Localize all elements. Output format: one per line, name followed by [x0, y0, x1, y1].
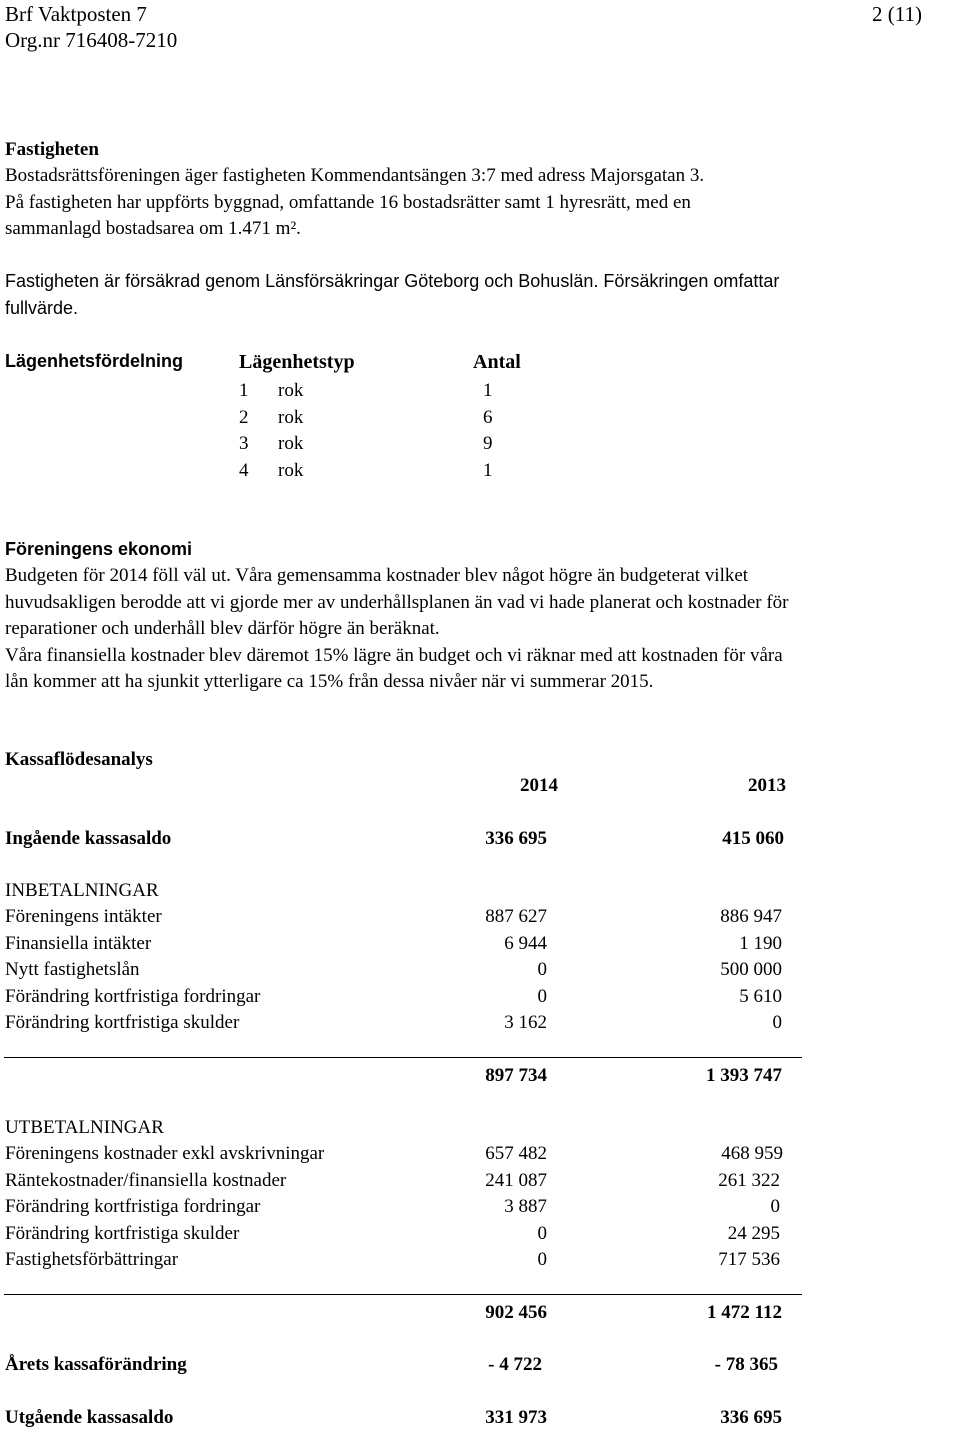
section-heading-kassaflode: Kassaflödesanalys: [5, 749, 153, 770]
paragraph-line: På fastigheten har uppförts byggnad, omfattande 16 bostadsrätter samt 1 hyresrätt, med en: [5, 192, 691, 213]
cash-value: 0: [770, 1196, 780, 1217]
cash-label: Förändring kortfristiga skulder: [5, 1012, 240, 1033]
cash-label: Årets kassaförändring: [5, 1354, 187, 1375]
cash-value: 1 190: [739, 933, 782, 954]
apartment-count: 1: [483, 380, 493, 401]
cash-value: 3 887: [504, 1196, 547, 1217]
apartment-unit: rok: [278, 407, 304, 428]
apartment-unit: rok: [278, 380, 304, 401]
org-number: Org.nr 716408-7210: [5, 28, 178, 52]
apartment-count: 6: [483, 407, 493, 428]
apartment-type-header: Lägenhetstyp: [239, 351, 355, 373]
cash-value: - 4 722: [488, 1354, 542, 1375]
subheading-utbetalningar: UTBETALNINGAR: [5, 1117, 164, 1138]
paragraph-line: Bostadsrättsföreningen äger fastigheten Kommendantsängen 3:7 med adress Majorsgatan 3.: [5, 165, 705, 186]
cash-value: 24 295: [727, 1223, 780, 1244]
apartment-distribution-title: Lägenhetsfördelning: [5, 351, 184, 371]
cash-label: Utgående kassasaldo: [5, 1407, 174, 1428]
paragraph-line: sammanlagd bostadsarea om 1.471 m².: [5, 218, 301, 239]
cash-value: 5 610: [739, 986, 782, 1007]
cash-label: Fastighetsförbättringar: [5, 1249, 179, 1270]
apartment-rooms: 3: [239, 433, 249, 454]
apartment-count: 9: [483, 433, 493, 454]
cash-value: 261 322: [718, 1170, 780, 1191]
cash-value: 887 627: [485, 906, 547, 927]
cash-value: 0: [537, 1223, 547, 1244]
cash-value: 336 695: [485, 828, 547, 849]
year-header: 2014: [520, 775, 558, 796]
cash-label: Ingående kassasaldo: [5, 828, 172, 849]
page-number: 2 (11): [872, 2, 922, 26]
cash-label: Förändring kortfristiga fordringar: [5, 986, 261, 1007]
apartment-rooms: 1: [239, 380, 249, 401]
paragraph-line: fullvärde.: [5, 298, 79, 318]
cash-value: 0: [772, 1012, 782, 1033]
paragraph-line: Våra finansiella kostnader blev däremot 15% lägre än budget och vi räknar med att kostnaden för våra: [5, 645, 783, 666]
cash-value: 0: [537, 1249, 547, 1270]
utbetalningar-total: 1 472 112: [707, 1302, 782, 1323]
cash-value: 500 000: [720, 959, 782, 980]
utbetalningar-total: 902 456: [485, 1302, 547, 1323]
cash-label: Föreningens intäkter: [5, 906, 162, 927]
cash-value: 6 944: [504, 933, 547, 954]
paragraph-line: reparationer och underhåll blev därför högre än beräknat.: [5, 618, 440, 639]
cash-label: Finansiella intäkter: [5, 933, 152, 954]
year-header: 2013: [748, 775, 786, 796]
org-name: Brf Vaktposten 7: [5, 2, 147, 26]
apartment-unit: rok: [278, 433, 304, 454]
apartment-count-header: Antal: [473, 351, 521, 373]
apartment-rooms: 2: [239, 407, 249, 428]
apartment-unit: rok: [278, 460, 304, 481]
inbetalningar-total: 1 393 747: [706, 1065, 782, 1086]
cash-value: 331 973: [485, 1407, 547, 1428]
cash-value: 468 959: [721, 1143, 783, 1164]
inbetalningar-total: 897 734: [485, 1065, 547, 1086]
cash-value: 415 060: [722, 828, 784, 849]
sum-rule: [4, 1294, 802, 1295]
section-heading-fastigheten: Fastigheten: [5, 139, 99, 160]
cash-label: Räntekostnader/finansiella kostnader: [5, 1170, 287, 1191]
paragraph-line: huvudsakligen berodde att vi gjorde mer av underhållsplanen än vad vi hade planerat och kostnader för: [5, 592, 789, 613]
cash-value: 657 482: [485, 1143, 547, 1164]
paragraph-line: Budgeten för 2014 föll väl ut. Våra gemensamma kostnader blev något högre än budgeterat vilket: [5, 565, 749, 586]
sum-rule: [4, 1057, 802, 1058]
cash-label: Förändring kortfristiga skulder: [5, 1223, 240, 1244]
cash-label: Förändring kortfristiga fordringar: [5, 1196, 261, 1217]
cash-value: 0: [537, 959, 547, 980]
paragraph-line: Fastigheten är försäkrad genom Länsförsäkringar Göteborg och Bohuslän. Försäkringen omfattar: [5, 271, 780, 291]
apartment-rooms: 4: [239, 460, 249, 481]
cash-value: 886 947: [720, 906, 782, 927]
cash-value: 717 536: [718, 1249, 780, 1270]
apartment-count: 1: [483, 460, 493, 481]
cash-value: 336 695: [720, 1407, 782, 1428]
cash-value: - 78 365: [714, 1354, 778, 1375]
cash-value: 0: [537, 986, 547, 1007]
subheading-inbetalningar: INBETALNINGAR: [5, 880, 159, 901]
cash-value: 3 162: [504, 1012, 547, 1033]
cash-value: 241 087: [485, 1170, 547, 1191]
cash-label: Föreningens kostnader exkl avskrivningar: [5, 1143, 325, 1164]
section-heading-ekonomi: Föreningens ekonomi: [5, 539, 193, 559]
paragraph-line: lån kommer att ha sjunkit ytterligare ca 15% från dessa nivåer när vi summerar 2015.: [5, 671, 654, 692]
cash-label: Nytt fastighetslån: [5, 959, 140, 980]
